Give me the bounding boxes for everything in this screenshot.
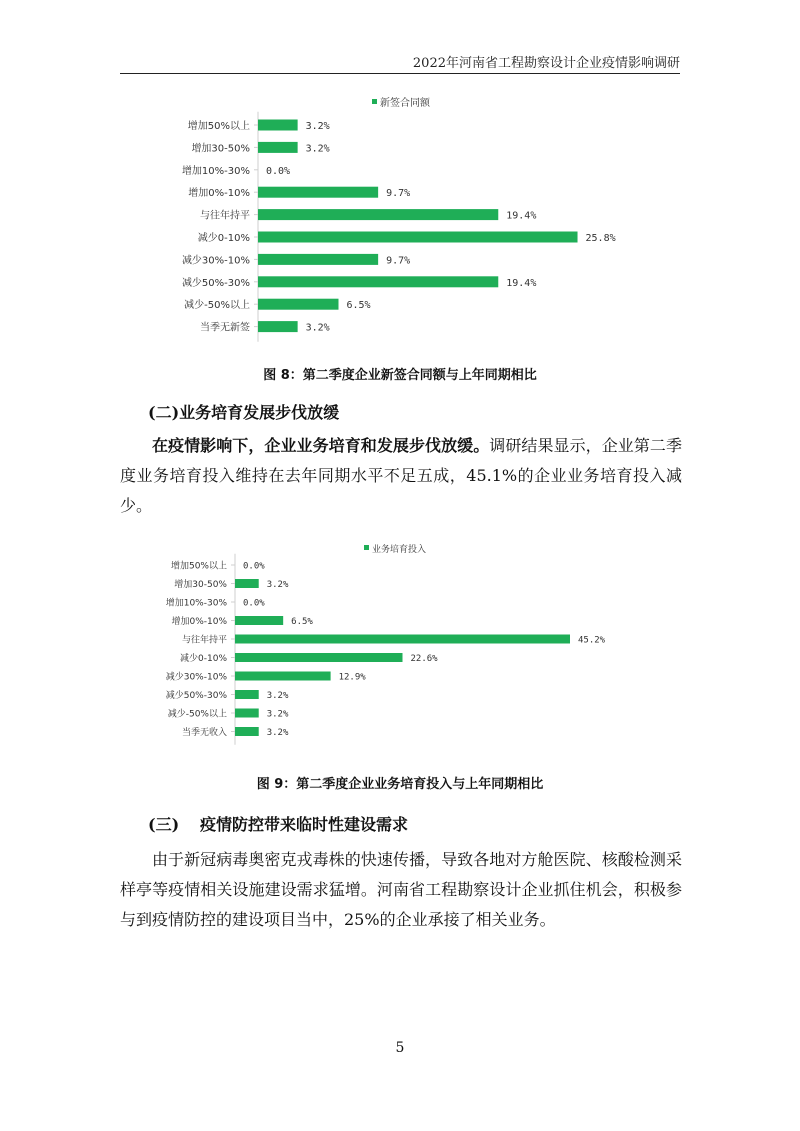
legend-swatch — [372, 99, 377, 104]
legend-label: 新签合同额 — [380, 98, 430, 109]
category-label: 减少30%-10% — [165, 672, 227, 683]
category-label: 当季无新签 — [200, 322, 250, 334]
category-label: 减少0-10% — [180, 654, 227, 664]
bar — [258, 232, 578, 243]
data-label: 19.4% — [506, 277, 537, 289]
data-label: 12.9% — [338, 672, 366, 683]
category-label: 与往年持平 — [200, 210, 250, 222]
data-label: 45.2% — [578, 635, 606, 646]
section-2-lead: 在疫情影响下，企业业务培育和发展步伐放缓。 — [152, 436, 490, 455]
page-header — [120, 52, 680, 76]
data-label: 0.0% — [243, 561, 265, 572]
category-label: 减少50%-30% — [165, 691, 227, 701]
bar — [258, 254, 378, 265]
category-label: 减少0-10% — [197, 233, 250, 244]
category-label: 当季无收入 — [181, 728, 227, 738]
category-label: 减少-50%以上 — [167, 709, 227, 720]
new-contracts-bar-chart — [150, 92, 660, 354]
data-label: 22.6% — [410, 654, 438, 664]
data-label: 3.2% — [305, 121, 330, 132]
data-label: 6.5% — [291, 617, 313, 627]
bar — [258, 187, 378, 198]
section-2-body: 调研结果显示，企业第二季度业务培育投入维持在去年同期水平不足五成，45.1%的企业业务培育投入减少。 — [120, 436, 682, 515]
bar — [235, 690, 259, 699]
category-label: 减少-50%以上 — [184, 300, 250, 312]
data-label: 3.2% — [305, 322, 330, 334]
chart-business-investment — [150, 540, 660, 758]
data-label: 19.4% — [506, 210, 537, 222]
data-label: 25.8% — [585, 233, 616, 244]
category-label: 增加50%以上 — [170, 561, 227, 572]
bar — [235, 616, 283, 625]
section-3-paragraph: 由于新冠病毒奥密克戎毒株的快速传播，导致各地对方舱医院、核酸检测采样亭等疫情相关设施建设需求猛增。河南省工程勘察设计企业抓住机会，积极参与到疫情防控的建设项目当中，25%的企业承接了相关业务。 — [120, 850, 682, 929]
category-label: 增加30-50% — [191, 143, 250, 155]
category-label: 减少50%-30% — [181, 277, 250, 289]
bar — [235, 579, 259, 588]
business-investment-bar-chart — [150, 540, 660, 758]
bar — [258, 142, 298, 153]
header-rule — [120, 73, 680, 74]
bar — [235, 709, 259, 718]
bar — [258, 321, 298, 332]
bar — [235, 672, 331, 681]
legend-label: 业务培育投入 — [372, 545, 427, 555]
category-label: 增加0%-10% — [188, 188, 250, 200]
bar — [235, 635, 570, 644]
bar — [235, 727, 259, 736]
category-label: 增加30-50% — [174, 580, 227, 590]
category-label: 增加50%以上 — [187, 121, 250, 132]
bar — [258, 299, 339, 310]
bar — [258, 276, 498, 287]
category-label: 增加10%-30% — [181, 165, 250, 177]
data-label: 3.2% — [266, 709, 289, 720]
data-label: 0.0% — [243, 598, 265, 609]
header-title: 2022年河南省工程勘察设计企业疫情影响调研 — [412, 56, 680, 71]
figure-9-caption: 图 9：第二季度企业业务培育投入与上年同期相比 — [256, 777, 544, 792]
chart-new-contracts — [150, 92, 660, 354]
page-number: 5 — [395, 1040, 405, 1056]
category-label: 增加10%-30% — [165, 598, 227, 609]
category-label: 增加0%-10% — [171, 617, 227, 627]
bar — [258, 120, 298, 131]
data-label: 3.2% — [305, 143, 330, 155]
figure-8-caption: 图 8：第二季度企业新签合同额与上年同期相比 — [263, 368, 537, 383]
category-label: 与往年持平 — [181, 635, 227, 646]
section-3-heading: 疫情防控带来临时性建设需求 — [200, 815, 409, 834]
data-label: 6.5% — [346, 300, 371, 312]
data-label: 9.7% — [386, 255, 411, 267]
data-label: 3.2% — [266, 728, 289, 738]
bar — [235, 653, 403, 662]
data-label: 3.2% — [266, 580, 289, 590]
section-2-title: (二)业务培育发展步伐放缓 — [148, 403, 340, 422]
legend-swatch — [364, 545, 369, 550]
data-label: 3.2% — [266, 691, 289, 701]
data-label: 0.0% — [266, 165, 291, 177]
section-2-paragraph — [120, 431, 682, 521]
bar — [258, 209, 498, 220]
section-3-title — [148, 812, 408, 835]
data-label: 9.7% — [386, 188, 411, 200]
section-3-number: (三) — [148, 815, 180, 834]
category-label: 减少30%-10% — [181, 255, 250, 267]
